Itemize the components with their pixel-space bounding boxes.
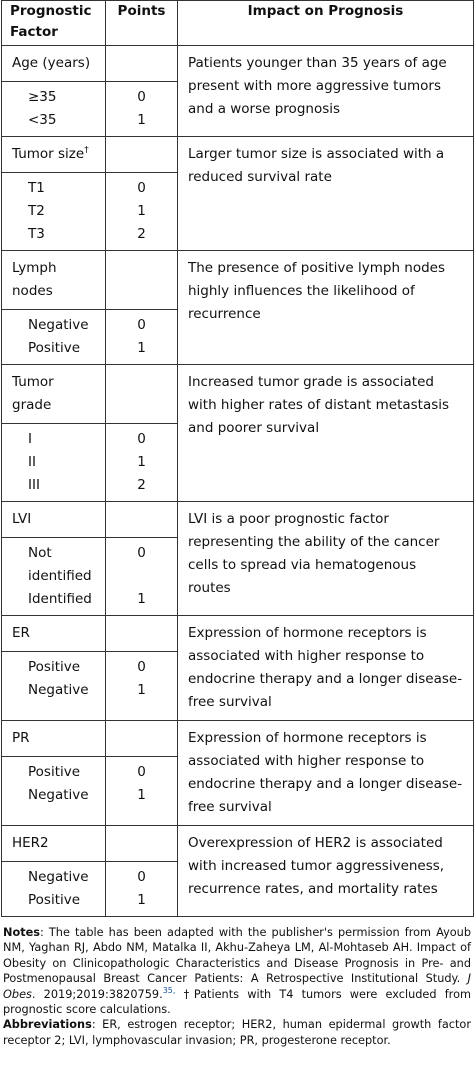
points-cell xyxy=(106,137,178,251)
factor-levels xyxy=(2,862,105,916)
factor-name xyxy=(2,721,105,757)
notes-text-2: . 2019;2019:3820759. xyxy=(31,987,163,1001)
points-spacer xyxy=(106,616,177,652)
notes-journal: J Obes xyxy=(3,972,471,1001)
notes-label: Notes xyxy=(3,926,41,939)
points-spacer xyxy=(106,721,177,757)
point-value: 0 xyxy=(137,764,146,780)
point-value: 0 xyxy=(137,869,146,885)
table-header-row xyxy=(2,1,474,46)
factor-cell xyxy=(2,826,106,917)
level-label: II xyxy=(28,454,36,470)
factor-name xyxy=(2,616,105,652)
factor-name xyxy=(2,46,105,82)
prognostic-table xyxy=(1,0,474,917)
notes-text-3: †Patients with T4 tumors were excluded from prognostic score calculations. xyxy=(3,987,471,1017)
factor-label: Lymph nodes xyxy=(12,260,57,299)
factor-footnote-mark: † xyxy=(84,145,89,156)
table-row xyxy=(2,826,474,917)
points-values xyxy=(106,424,177,501)
level-label: Positive xyxy=(28,764,81,780)
factor-label: Age (years) xyxy=(12,55,91,71)
header-impact: Impact on Prognosis xyxy=(178,1,474,46)
factor-name xyxy=(2,251,105,310)
level-label: Negative xyxy=(28,317,89,333)
factor-cell xyxy=(2,137,106,251)
point-value: 0 xyxy=(137,545,146,561)
point-value: 1 xyxy=(137,203,146,219)
points-values xyxy=(106,862,177,916)
points-values xyxy=(106,757,177,811)
abbreviations-paragraph xyxy=(3,1017,471,1048)
factor-label: Tumor grade xyxy=(12,374,54,413)
points-cell xyxy=(106,365,178,502)
abbreviations-label: Abbreviations xyxy=(3,1018,92,1032)
points-cell xyxy=(106,826,178,917)
abbreviations-text: : ER, estrogen receptor; HER2, human epidermal growth factor receptor 2; LVI, lymphovascular invasion; PR, progesterone receptor. xyxy=(3,1018,471,1047)
level-label: Negative xyxy=(28,869,89,885)
points-values xyxy=(106,82,177,136)
factor-label: Tumor size xyxy=(12,146,85,162)
point-value: 1 xyxy=(137,112,146,128)
points-cell xyxy=(106,616,178,721)
factor-cell xyxy=(2,46,106,137)
factor-levels xyxy=(2,538,105,615)
notes-text-1: : The table has been adapted with the publisher's permission from Ayoub NM, Yaghan RJ, Abdo NM, Matalka II, Akhu-Zaheya LM, Al-Mohtaseb AH. Impact of Obesity on Clinicopathologic Characteristics and Disease Prognosis in Pre- and Postmenopausal Breast Cancer Patients: A Retrospective Institutional Study. xyxy=(3,926,471,986)
points-values xyxy=(106,173,177,250)
factor-levels xyxy=(2,173,105,250)
points-cell xyxy=(106,251,178,365)
points-spacer xyxy=(106,251,177,310)
point-value: 1 xyxy=(137,682,146,698)
header-points: Points xyxy=(106,1,178,46)
table-row xyxy=(2,137,474,251)
factor-levels xyxy=(2,310,105,364)
points-spacer xyxy=(106,137,177,173)
level-label: Not identified xyxy=(28,545,92,584)
table-footnotes xyxy=(3,925,471,1048)
table-row xyxy=(2,251,474,365)
point-value: 1 xyxy=(137,454,146,470)
points-spacer xyxy=(106,502,177,538)
point-value: 2 xyxy=(137,226,146,242)
points-spacer xyxy=(106,46,177,82)
table-row xyxy=(2,365,474,502)
impact-cell: Increased tumor grade is associated with higher rates of distant metastasis and poorer survival xyxy=(178,365,474,502)
level-label: Positive xyxy=(28,340,81,356)
table-row xyxy=(2,502,474,616)
point-value: 0 xyxy=(137,431,146,447)
notes-paragraph xyxy=(3,925,471,1017)
factor-name xyxy=(2,502,105,538)
level-label: Positive xyxy=(28,659,81,675)
impact-cell: The presence of positive lymph nodes highly influences the likelihood of recurrence xyxy=(178,251,474,365)
factor-label: ER xyxy=(12,625,30,641)
table-body xyxy=(2,46,474,917)
level-label: T2 xyxy=(28,203,45,219)
level-label: T1 xyxy=(28,180,45,196)
point-value: 2 xyxy=(137,477,146,493)
table-row xyxy=(2,46,474,137)
factor-name xyxy=(2,365,105,424)
factor-label: LVI xyxy=(12,511,32,527)
factor-name xyxy=(2,826,105,862)
points-spacer xyxy=(106,826,177,862)
level-label: <35 xyxy=(28,112,57,128)
point-value: 0 xyxy=(137,659,146,675)
impact-cell: Patients younger than 35 years of age present with more aggressive tumors and a worse prognosis xyxy=(178,46,474,137)
points-values xyxy=(106,652,177,706)
header-prognostic-factor: Prognostic Factor xyxy=(2,1,106,46)
factor-levels xyxy=(2,757,105,811)
level-label: Negative xyxy=(28,787,89,803)
level-label: ≥35 xyxy=(28,89,57,105)
points-values xyxy=(106,538,177,615)
factor-cell xyxy=(2,365,106,502)
table-row xyxy=(2,721,474,826)
point-value: 1 xyxy=(137,892,146,908)
point-value: 0 xyxy=(137,180,146,196)
points-spacer xyxy=(106,365,177,424)
impact-cell: Expression of hormone receptors is associated with higher response to endocrine therapy and a longer disease-free survival xyxy=(178,721,474,826)
point-value: 0 xyxy=(137,89,146,105)
level-label: T3 xyxy=(28,226,45,242)
impact-cell: LVI is a poor prognostic factor representing the ability of the cancer cells to spread via hematogenous routes xyxy=(178,502,474,616)
points-values xyxy=(106,310,177,364)
notes-reference: 35, xyxy=(162,985,176,995)
points-cell xyxy=(106,721,178,826)
table-row xyxy=(2,616,474,721)
factor-cell xyxy=(2,721,106,826)
factor-name xyxy=(2,137,105,173)
level-label: Positive xyxy=(28,892,81,908)
impact-cell: Expression of hormone receptors is associated with higher response to endocrine therapy and a longer disease-free survival xyxy=(178,616,474,721)
points-cell xyxy=(106,46,178,137)
point-value: 1 xyxy=(137,340,146,356)
impact-cell: Larger tumor size is associated with a reduced survival rate xyxy=(178,137,474,251)
point-value: 1 xyxy=(137,787,146,803)
point-value: 0 xyxy=(137,317,146,333)
level-label: III xyxy=(28,477,40,493)
points-cell xyxy=(106,502,178,616)
impact-cell: Overexpression of HER2 is associated with increased tumor aggressiveness, recurrence rates, and mortality rates xyxy=(178,826,474,917)
factor-cell xyxy=(2,251,106,365)
factor-label: PR xyxy=(12,730,30,746)
factor-label: HER2 xyxy=(12,835,49,851)
factor-levels xyxy=(2,424,105,501)
factor-cell xyxy=(2,502,106,616)
level-label: Identified xyxy=(28,591,92,607)
factor-cell xyxy=(2,616,106,721)
factor-levels xyxy=(2,652,105,706)
level-label: I xyxy=(28,431,32,447)
level-label: Negative xyxy=(28,682,89,698)
factor-levels xyxy=(2,82,105,136)
point-value: 1 xyxy=(137,591,146,607)
